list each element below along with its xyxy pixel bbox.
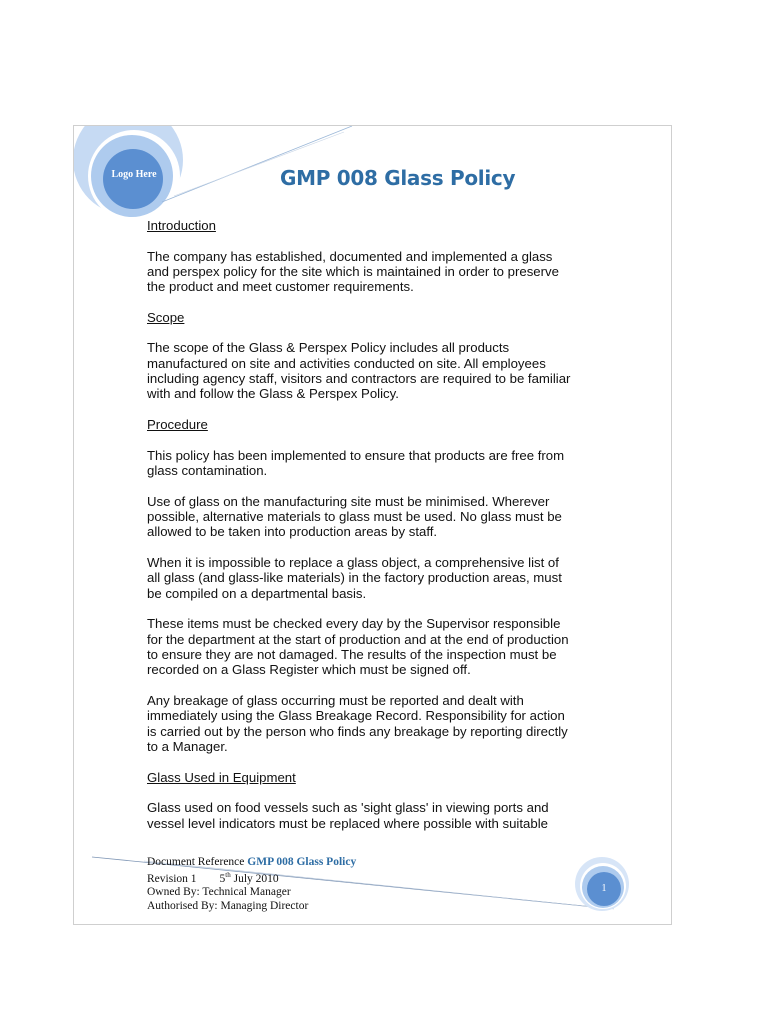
equipment-paragraph: Glass used on food vessels such as 'sight glass' in viewing ports and vessel level indicators must be replaced where possible with suitable: [147, 800, 549, 831]
footer-doc-reference: Document Reference GMP 008 Glass Policy: [147, 856, 357, 868]
footer-doc-reference-value: GMP 008 Glass Policy: [247, 856, 357, 868]
procedure-paragraph-3: When it is impossible to replace a glass object, a comprehensive list of all glass (and glass-like materials) in the factory production areas, must be compiled on a departmental basis.: [147, 555, 562, 601]
footer-authorised-by: Authorised By: Managing Director: [147, 899, 309, 912]
procedure-paragraph-2: Use of glass on the manufacturing site must be minimised. Wherever possible, alternative materials to glass must be used. No glass must be allowed to be taken into production areas by staff.: [147, 493, 562, 540]
logo-placeholder: Logo Here: [111, 169, 157, 180]
document-body: [147, 218, 617, 831]
section-heading-introduction: Introduction: [147, 218, 216, 233]
procedure-paragraph-5: Any breakage of glass occurring must be reported and dealt with immediately using the Glass Breakage Record. Responsibility for action is carried out by the person who finds any breakage by reporting directly to a Manager.: [147, 693, 568, 755]
page-number: 1: [601, 883, 607, 894]
document-page: [73, 125, 672, 925]
document-title: GMP 008 Glass Policy: [280, 166, 516, 190]
footer-revision: Revision 1 5th July 2010: [147, 871, 279, 886]
section-heading-scope: Scope: [147, 309, 185, 325]
intro-paragraph: The company has established, documented and implemented a glass and perspex policy for the site which is maintained in order to preserve the product and meet customer requirements.: [147, 248, 559, 295]
scope-paragraph: The scope of the Glass & Perspex Policy includes all products manufactured on site and activities conducted on site. All employees including agency staff, visitors and contractors are required to be familiar with and follow the Glass & Perspex Policy.: [147, 340, 571, 402]
procedure-paragraph-4: These items must be checked every day by the Supervisor responsible for the department at the start of production and at the end of production to ensure they are not damaged. The results of the inspection must be recorded on a Glass Register which must be signed off.: [147, 616, 569, 678]
footer-owned-by: Owned By: Technical Manager: [147, 886, 291, 899]
document-footer: [147, 856, 447, 913]
procedure-paragraph-1: This policy has been implemented to ensure that products are free from glass contamination.: [147, 447, 565, 478]
section-heading-procedure: Procedure: [147, 417, 208, 433]
section-heading-equipment: Glass Used in Equipment: [147, 769, 296, 785]
header-diagonal-line-1: [162, 126, 352, 202]
